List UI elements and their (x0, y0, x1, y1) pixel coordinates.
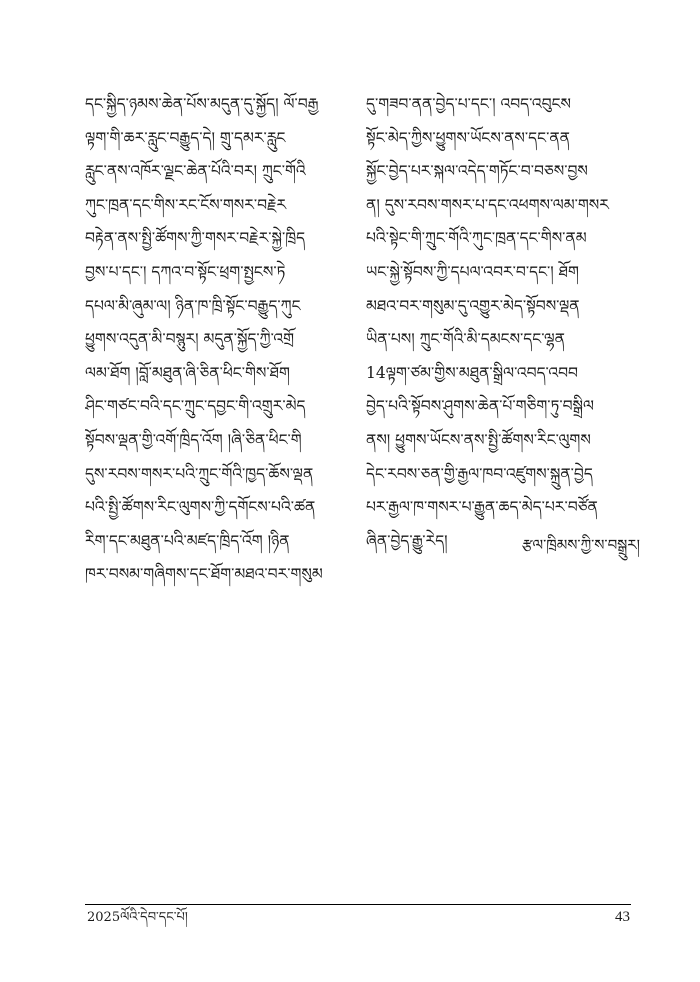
right-column-line: དེང་རབས་ཅན་གྱི་རྒྱལ་ཁབ་འཛུགས་སྐྲུན་བྱེད (366, 464, 593, 483)
right-column-line: ཞིན་བྱེད་རྒྱུ་རེད། (366, 531, 448, 550)
page-number: 43 (615, 909, 630, 925)
left-column (85, 88, 331, 592)
right-column-line: ཡིན་པས། ཀྲུང་གོའི་མི་དམངས་དང་ལྷན (366, 330, 565, 349)
left-column-line: ལྟག་གི་ཆར་རླུང་བརྒྱུད་དེ། གྲུ་དམར་རླུང (85, 128, 286, 147)
right-column-line: 14ལྟག་ཙམ་གྱིས་མཐུན་སྒྲིལ་འབད་འབབ (366, 363, 578, 382)
right-column (366, 88, 612, 558)
right-column-line: སྐྱོང་བྱེད་པར་སྐལ་འདེད་གཏོང་བ་བཅས་བྱས (366, 162, 588, 181)
footer-issue: 2025ལོའི་དེབ་དང་པོ། (87, 910, 188, 925)
right-column-line: པའི་སྟེང་གི་ཀྲུང་གོའི་ཀུང་ཁྲན་དང་གིས་ནམ (366, 229, 587, 248)
left-column-line: བརྟེན་ནས་སྤྱི་ཚོགས་ཀྱི་གསར་བརྗེར་སྐྱེ་ཁྲིད (85, 229, 306, 248)
left-column-line: དཔལ་མི་ཞུམ་ལ། ཉིན་ཁ་ཁྲི་སྟོང་བརྒྱུད་ཀུང (85, 296, 301, 315)
left-column-line: རླུང་ནས་འཁོར་ལྗང་ཆེན་པོའི་བར། ཀྲུང་གོའི (85, 162, 306, 181)
left-column-line: ཤིང་གཙང་བའི་དང་ཀྲུང་དབྱང་གི་འགྲུར་མེད (85, 397, 306, 416)
author-signature: རྩལ་ཁྲིམས་ཀྱི་ས་བསྒྲུར། (521, 536, 640, 554)
right-column-line: པར་རྒྱལ་ཁ་གསར་པ་རྒྱུན་ཆད་མེད་པར་བཙོན (366, 498, 598, 517)
left-column-line: སྟོབས་ལྡན་གྱི་འགོ་ཁྲིད་འོག །ཞི་ཅིན་ཕིང་གི (85, 430, 302, 449)
left-column-line: ཀུང་ཁྲན་དང་གིས་རང་ངོས་གསར་བརྗེར (85, 195, 287, 214)
right-column-line: ན། དུས་རབས་གསར་པ་དང་འཕགས་ལམ་གསར (366, 195, 609, 214)
right-column-line: མཐའ་བར་གསུམ་དུ་འགྱུར་མེད་སྟོབས་ལྡན (366, 296, 580, 315)
left-column-line: ཕྱུགས་འདུན་མི་བསྙུར། མདུན་སྐྱོད་ཀྱི་འགྲོ (85, 330, 295, 349)
right-column-line: སྟོང་མེད་ཀྱིས་ཕྱུགས་ཡོངས་ནས་དང་ནན (366, 128, 570, 147)
left-column-line: པའི་སྤྱི་ཚོགས་རིང་ལུགས་ཀྱི་དགོངས་པའི་ཚན (85, 498, 316, 517)
right-column-line: བྱེད་པའི་སྟོབས་ཤུགས་ཆེན་པོ་གཅིག་ཏུ་བསྒྲིལ (366, 397, 594, 416)
left-column-line: བྱས་པ་དང་། དཀའ་བ་སྟོང་ཕྲག་སྤྱངས་ཏེ (85, 262, 286, 281)
right-column-line: ནས། ཕྱུགས་ཡོངས་ནས་སྤྱི་ཚོགས་རིང་ལུགས (366, 430, 591, 449)
left-column-line: ལམ་ཐོག །བློ་མཐུན་ཞི་ཅིན་ཕིང་གིས་ཐོག (85, 363, 290, 382)
left-column-line: དུས་རབས་གསར་པའི་ཀྲུང་གོའི་ཁྱད་ཆོས་ལྡན (85, 464, 314, 483)
left-column-line: རིག་དང་མཐུན་པའི་མཛད་ཁྲིད་འོག །ཉིན (85, 531, 290, 550)
right-column-line: ཡང་སྐྱེ་སྟོབས་ཀྱི་དཔལ་འབར་བ་དང་། ཐོག (366, 262, 579, 281)
right-column-line: དུ་གཟབ་ནན་བྱེད་པ་དང་། འབད་འབུངས (366, 95, 572, 113)
left-column-line: དང་སྐྱིད་ཉམས་ཆེན་པོས་མདུན་དུ་སྐྱོད། ལོ་བརྒྱ (85, 95, 319, 113)
footer-divider (85, 904, 631, 905)
left-column-line: ཁར་བསམ་གཞིགས་དང་ཐོག་མཐའ་བར་གསུམ (85, 565, 323, 584)
